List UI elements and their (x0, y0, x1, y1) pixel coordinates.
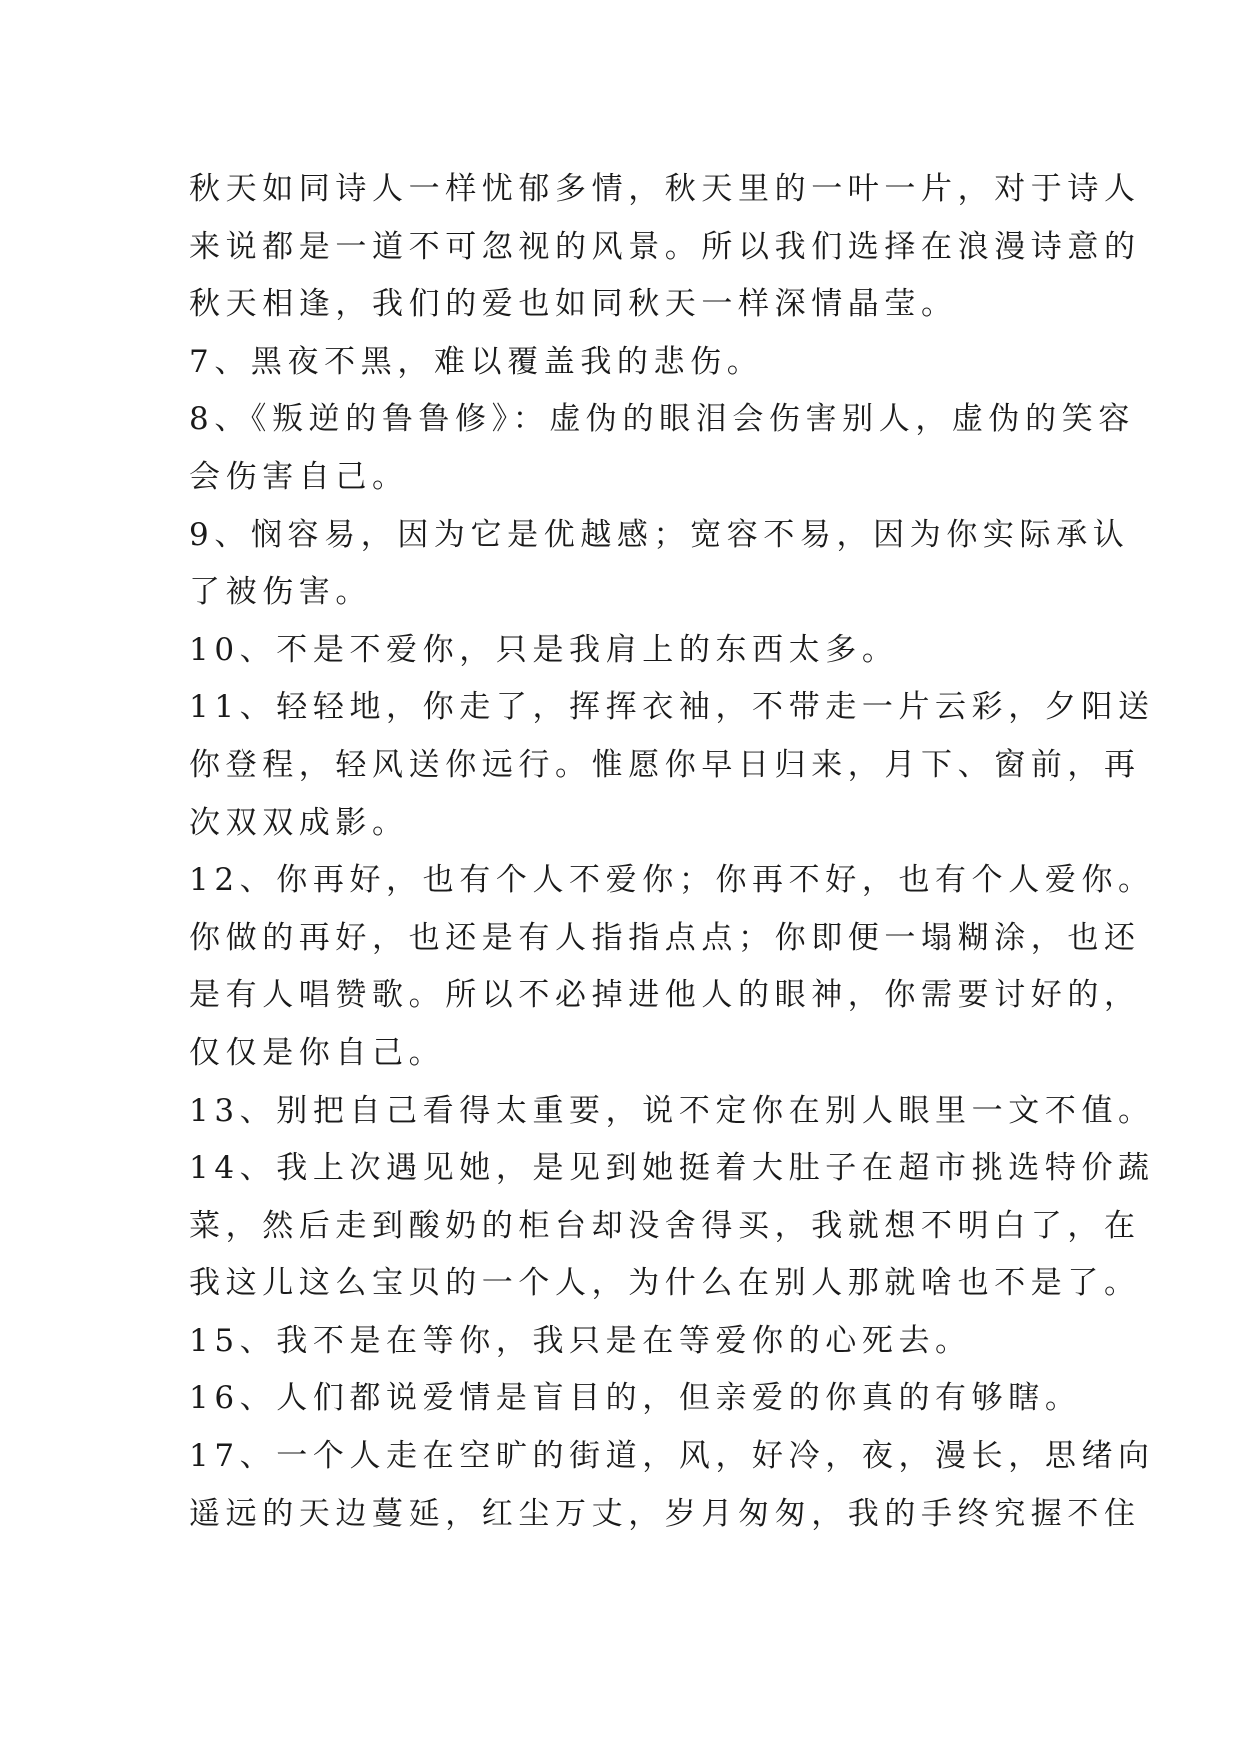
text-line: 12、你再好，也有个人不爱你；你再不好，也有个人爱你。 (189, 862, 1155, 899)
text-line: 10、不是不爱你，只是我肩上的东西太多。 (189, 631, 899, 668)
text-line: 秋天如同诗人一样忧郁多情，秋天里的一叶一片，对于诗人 (189, 171, 1141, 207)
text-line: 17、一个人走在空旷的街道，风，好冷，夜，漫长，思绪向 (189, 1438, 1155, 1475)
text-line: 9、悯容易，因为它是优越感；宽容不易，因为你实际承认 (189, 516, 1130, 553)
text-line: 11、轻轻地，你走了，挥挥衣袖，不带走一片云彩，夕阳送 (189, 689, 1155, 726)
text-line: 菜，然后走到酸奶的柜台却没舍得买，我就想不明白了，在 (189, 1207, 1141, 1244)
text-line: 8、《叛逆的鲁鲁修》：虚伪的眼泪会伤害别人，虚伪的笑容 (189, 401, 1135, 438)
text-line: 我这儿这么宝贝的一个人，为什么在别人那就啥也不是了。 (189, 1265, 1141, 1302)
text-line: 16、人们都说爱情是盲目的，但亲爱的你真的有够瞎。 (189, 1380, 1082, 1417)
text-line: 秋天相逢，我们的爱也如同秋天一样深情晶莹。 (189, 286, 958, 323)
text-line: 你做的再好，也还是有人指指点点；你即便一塌糊涂，也还 (189, 919, 1141, 956)
text-line: 是有人唱赞歌。所以不必掉进他人的眼神，你需要讨好的， (189, 977, 1141, 1014)
text-line: 你登程，轻风送你远行。惟愿你早日归来，月下、窗前，再 (189, 746, 1141, 783)
text-line: 7、黑夜不黑，难以覆盖我的悲伤。 (189, 343, 764, 380)
text-line: 仅仅是你自己。 (189, 1034, 446, 1071)
text-line: 15、我不是在等你，我只是在等爱你的心死去。 (189, 1322, 972, 1359)
text-line: 来说都是一道不可忽视的风景。所以我们选择在浪漫诗意的 (189, 228, 1141, 265)
text-line: 遥远的天边蔓延，红尘万丈，岁月匆匆，我的手终究握不住 (189, 1495, 1141, 1532)
text-line: 13、别把自己看得太重要，说不定你在别人眼里一文不值。 (189, 1092, 1155, 1129)
text-line: 会伤害自己。 (189, 458, 409, 495)
text-line: 次双双成影。 (189, 804, 409, 841)
text-line: 了被伤害。 (189, 574, 372, 611)
document-body (189, 161, 1155, 1543)
text-line: 14、我上次遇见她，是见到她挺着大肚子在超市挑选特价蔬 (189, 1150, 1155, 1187)
